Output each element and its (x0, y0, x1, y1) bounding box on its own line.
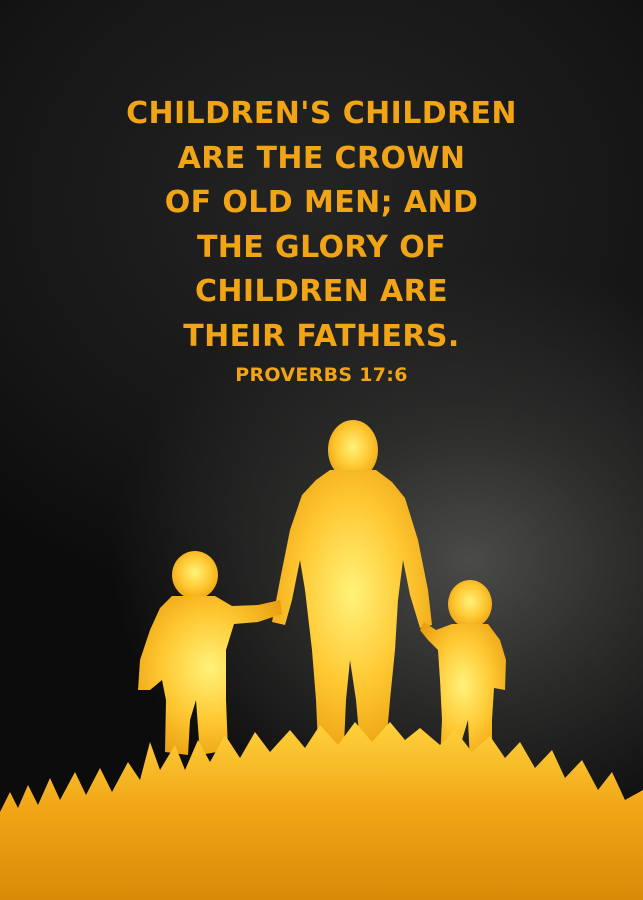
quote-line-6: THEIR FATHERS. (183, 318, 460, 354)
quote-line-5: CHILDREN ARE (194, 274, 449, 309)
quote-line-4: THE GLORY OF (196, 229, 447, 265)
father-silhouette (272, 420, 432, 745)
quote-line-3: OF OLD MEN; AND (164, 185, 479, 220)
grass-hill (0, 722, 643, 900)
quote-line-1: CHILDREN'S CHILDREN (126, 96, 517, 131)
right-child-silhouette (420, 580, 506, 762)
quote-line-2: ARE THE CROWN (177, 140, 466, 176)
left-child-silhouette (138, 551, 282, 755)
verse-reference: PROVERBS 17:6 (235, 364, 408, 386)
